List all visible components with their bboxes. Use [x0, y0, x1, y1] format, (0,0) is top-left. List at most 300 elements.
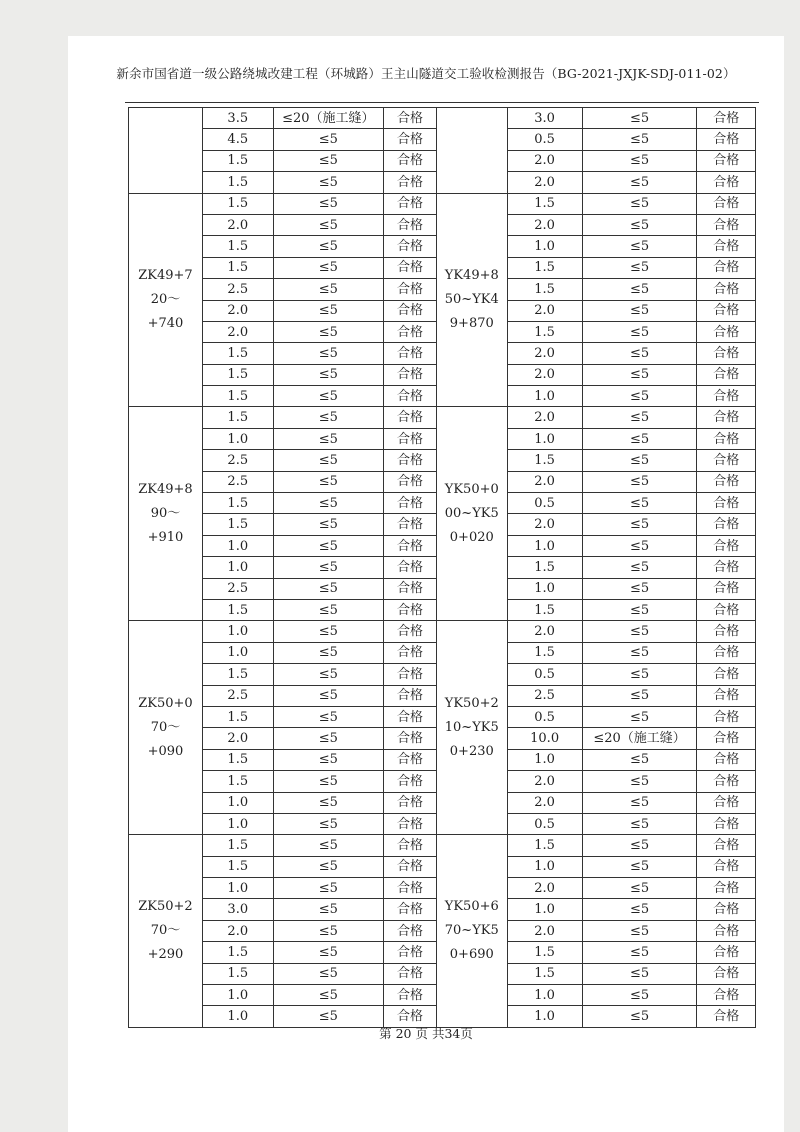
left-section-cell-line: 90～	[150, 505, 181, 521]
right-section-cell-line: 9+870	[449, 316, 494, 332]
left-spec-value: ≤5	[273, 193, 383, 214]
left-section-cell-line: ZK49+7	[138, 268, 193, 284]
right-result: 合格	[697, 493, 756, 514]
left-spec-value: ≤5	[273, 214, 383, 235]
right-measured-value: 1.5	[507, 599, 582, 620]
right-spec-value: ≤5	[582, 214, 697, 235]
left-measured-value: 1.5	[202, 193, 273, 214]
left-measured-value: 1.0	[202, 621, 273, 642]
left-measured-value: 1.5	[202, 835, 273, 856]
right-measured-value: 2.0	[507, 621, 582, 642]
right-section-cell	[436, 193, 507, 407]
right-measured-value: 1.5	[507, 835, 582, 856]
left-measured-value: 1.0	[202, 557, 273, 578]
right-spec-value: ≤5	[582, 279, 697, 300]
right-measured-value: 1.5	[507, 279, 582, 300]
left-result: 合格	[383, 813, 436, 834]
left-spec-value: ≤5	[273, 899, 383, 920]
right-spec-value: ≤5	[582, 471, 697, 492]
right-result: 合格	[697, 642, 756, 663]
right-spec-value: ≤5	[582, 386, 697, 407]
right-result: 合格	[697, 899, 756, 920]
right-spec-value: ≤5	[582, 1006, 697, 1027]
right-spec-value: ≤5	[582, 172, 697, 193]
left-measured-value: 1.5	[202, 942, 273, 963]
left-measured-value: 1.5	[202, 599, 273, 620]
left-spec-value: ≤5	[273, 856, 383, 877]
right-measured-value: 1.0	[507, 535, 582, 556]
left-result: 合格	[383, 193, 436, 214]
left-spec-value: ≤5	[273, 578, 383, 599]
right-measured-value: 2.0	[507, 150, 582, 171]
right-section-cell-line: YK50+0	[444, 481, 499, 497]
right-result: 合格	[697, 1006, 756, 1027]
left-section-cell	[129, 835, 203, 1028]
left-section-cell	[129, 108, 203, 194]
right-measured-value: 2.0	[507, 364, 582, 385]
left-measured-value: 1.5	[202, 407, 273, 428]
left-measured-value: 2.0	[202, 300, 273, 321]
left-result: 合格	[383, 878, 436, 899]
right-spec-value: ≤5	[582, 963, 697, 984]
right-result: 合格	[697, 578, 756, 599]
left-result: 合格	[383, 214, 436, 235]
right-result: 合格	[697, 535, 756, 556]
right-spec-value: ≤5	[582, 364, 697, 385]
left-spec-value: ≤5	[273, 771, 383, 792]
right-result: 合格	[697, 728, 756, 749]
right-result: 合格	[697, 813, 756, 834]
right-result: 合格	[697, 557, 756, 578]
right-measured-value: 1.0	[507, 856, 582, 877]
right-measured-value: 1.0	[507, 386, 582, 407]
right-measured-value: 1.5	[507, 193, 582, 214]
right-measured-value: 1.0	[507, 578, 582, 599]
report-page	[68, 36, 784, 1132]
right-measured-value: 2.0	[507, 172, 582, 193]
left-spec-value: ≤5	[273, 300, 383, 321]
right-result: 合格	[697, 664, 756, 685]
right-spec-value: ≤5	[582, 706, 697, 727]
left-measured-value: 2.5	[202, 450, 273, 471]
left-result: 合格	[383, 899, 436, 920]
left-spec-value: ≤5	[273, 364, 383, 385]
left-spec-value: ≤5	[273, 963, 383, 984]
left-measured-value: 1.0	[202, 1006, 273, 1027]
left-spec-value: ≤20（施工缝）	[273, 108, 383, 129]
right-spec-value: ≤5	[582, 407, 697, 428]
left-spec-value: ≤5	[273, 749, 383, 770]
right-result: 合格	[697, 599, 756, 620]
right-measured-value: 2.0	[507, 514, 582, 535]
right-measured-value: 1.5	[507, 942, 582, 963]
right-spec-value: ≤5	[582, 193, 697, 214]
left-spec-value: ≤5	[273, 599, 383, 620]
inspection-table-body	[129, 108, 756, 1028]
left-result: 合格	[383, 599, 436, 620]
left-spec-value: ≤5	[273, 428, 383, 449]
left-result: 合格	[383, 771, 436, 792]
left-section-cell-line: ZK50+0	[138, 695, 193, 711]
header-rule	[125, 102, 759, 103]
right-measured-value: 1.5	[507, 450, 582, 471]
right-result: 合格	[697, 856, 756, 877]
left-measured-value: 1.5	[202, 257, 273, 278]
left-result: 合格	[383, 172, 436, 193]
left-spec-value: ≤5	[273, 514, 383, 535]
left-spec-value: ≤5	[273, 129, 383, 150]
right-spec-value: ≤5	[582, 343, 697, 364]
right-result: 合格	[697, 963, 756, 984]
right-measured-value: 1.0	[507, 428, 582, 449]
table-row	[129, 108, 756, 129]
left-result: 合格	[383, 942, 436, 963]
left-measured-value: 1.5	[202, 364, 273, 385]
right-section-cell-line: 70~YK5	[444, 923, 499, 939]
right-spec-value: ≤5	[582, 664, 697, 685]
left-result: 合格	[383, 129, 436, 150]
left-spec-value: ≤5	[273, 236, 383, 257]
right-result: 合格	[697, 257, 756, 278]
right-measured-value: 2.0	[507, 471, 582, 492]
left-spec-value: ≤5	[273, 172, 383, 193]
right-result: 合格	[697, 386, 756, 407]
right-result: 合格	[697, 300, 756, 321]
right-section-cell	[436, 407, 507, 621]
right-measured-value: 1.0	[507, 899, 582, 920]
left-result: 合格	[383, 642, 436, 663]
right-result: 合格	[697, 279, 756, 300]
left-measured-value: 1.5	[202, 749, 273, 770]
left-measured-value: 1.0	[202, 985, 273, 1006]
left-spec-value: ≤5	[273, 150, 383, 171]
left-result: 合格	[383, 985, 436, 1006]
right-section-cell	[436, 108, 507, 194]
right-result: 合格	[697, 129, 756, 150]
right-spec-value: ≤5	[582, 835, 697, 856]
right-spec-value: ≤5	[582, 685, 697, 706]
left-result: 合格	[383, 685, 436, 706]
right-result: 合格	[697, 835, 756, 856]
left-measured-value: 1.5	[202, 386, 273, 407]
right-measured-value: 1.5	[507, 257, 582, 278]
left-measured-value: 3.0	[202, 899, 273, 920]
left-measured-value: 3.5	[202, 108, 273, 129]
right-result: 合格	[697, 236, 756, 257]
right-spec-value: ≤5	[582, 450, 697, 471]
right-section-cell	[436, 835, 507, 1028]
left-measured-value: 1.5	[202, 343, 273, 364]
left-measured-value: 1.5	[202, 514, 273, 535]
left-measured-value: 1.5	[202, 150, 273, 171]
left-result: 合格	[383, 108, 436, 129]
left-result: 合格	[383, 963, 436, 984]
right-result: 合格	[697, 150, 756, 171]
left-measured-value: 1.5	[202, 856, 273, 877]
right-result: 合格	[697, 749, 756, 770]
left-spec-value: ≤5	[273, 920, 383, 941]
right-measured-value: 1.0	[507, 236, 582, 257]
left-measured-value: 2.0	[202, 214, 273, 235]
right-spec-value: ≤5	[582, 621, 697, 642]
left-measured-value: 1.5	[202, 706, 273, 727]
right-result: 合格	[697, 685, 756, 706]
right-result: 合格	[697, 343, 756, 364]
right-spec-value: ≤5	[582, 920, 697, 941]
left-measured-value: 2.0	[202, 728, 273, 749]
left-spec-value: ≤5	[273, 386, 383, 407]
left-spec-value: ≤5	[273, 792, 383, 813]
inspection-table	[128, 107, 756, 1028]
right-measured-value: 1.0	[507, 985, 582, 1006]
right-measured-value: 2.0	[507, 792, 582, 813]
right-result: 合格	[697, 514, 756, 535]
right-result: 合格	[697, 172, 756, 193]
left-measured-value: 1.0	[202, 428, 273, 449]
right-result: 合格	[697, 450, 756, 471]
right-result: 合格	[697, 214, 756, 235]
left-measured-value: 2.5	[202, 685, 273, 706]
right-result: 合格	[697, 621, 756, 642]
left-spec-value: ≤5	[273, 279, 383, 300]
left-measured-value: 1.0	[202, 642, 273, 663]
left-measured-value: 2.0	[202, 321, 273, 342]
left-spec-value: ≤5	[273, 621, 383, 642]
right-result: 合格	[697, 706, 756, 727]
right-result: 合格	[697, 471, 756, 492]
left-measured-value: 1.0	[202, 792, 273, 813]
right-spec-value: ≤5	[582, 557, 697, 578]
left-spec-value: ≤5	[273, 835, 383, 856]
right-spec-value: ≤5	[582, 321, 697, 342]
left-result: 合格	[383, 407, 436, 428]
left-result: 合格	[383, 300, 436, 321]
right-spec-value: ≤5	[582, 899, 697, 920]
right-result: 合格	[697, 792, 756, 813]
left-spec-value: ≤5	[273, 664, 383, 685]
left-measured-value: 2.0	[202, 920, 273, 941]
left-spec-value: ≤5	[273, 471, 383, 492]
right-result: 合格	[697, 920, 756, 941]
right-measured-value: 10.0	[507, 728, 582, 749]
right-spec-value: ≤5	[582, 856, 697, 877]
left-spec-value: ≤5	[273, 343, 383, 364]
right-spec-value: ≤5	[582, 578, 697, 599]
left-measured-value: 1.5	[202, 236, 273, 257]
right-section-cell-line: YK50+6	[444, 899, 499, 915]
right-spec-value: ≤5	[582, 642, 697, 663]
right-spec-value: ≤20（施工缝）	[582, 728, 697, 749]
right-measured-value: 0.5	[507, 813, 582, 834]
left-measured-value: 1.0	[202, 535, 273, 556]
right-spec-value: ≤5	[582, 300, 697, 321]
left-result: 合格	[383, 749, 436, 770]
right-result: 合格	[697, 193, 756, 214]
left-result: 合格	[383, 257, 436, 278]
left-result: 合格	[383, 728, 436, 749]
right-spec-value: ≤5	[582, 236, 697, 257]
right-measured-value: 0.5	[507, 129, 582, 150]
right-result: 合格	[697, 428, 756, 449]
right-spec-value: ≤5	[582, 257, 697, 278]
right-section-cell-line: 0+690	[449, 947, 494, 963]
right-result: 合格	[697, 108, 756, 129]
right-section-cell-line: 50~YK4	[444, 292, 499, 308]
left-spec-value: ≤5	[273, 257, 383, 278]
right-spec-value: ≤5	[582, 942, 697, 963]
left-spec-value: ≤5	[273, 450, 383, 471]
right-result: 合格	[697, 771, 756, 792]
left-measured-value: 1.5	[202, 172, 273, 193]
left-measured-value: 1.5	[202, 493, 273, 514]
page-number: 第 20 页 共34页	[379, 1026, 473, 1041]
right-spec-value: ≤5	[582, 813, 697, 834]
left-result: 合格	[383, 386, 436, 407]
right-measured-value: 1.5	[507, 321, 582, 342]
left-measured-value: 2.5	[202, 471, 273, 492]
right-result: 合格	[697, 364, 756, 385]
left-measured-value: 2.5	[202, 578, 273, 599]
left-result: 合格	[383, 364, 436, 385]
table-row	[129, 835, 756, 856]
left-spec-value: ≤5	[273, 1006, 383, 1027]
left-result: 合格	[383, 856, 436, 877]
left-section-cell-line: +290	[147, 947, 184, 963]
right-spec-value: ≤5	[582, 771, 697, 792]
right-measured-value: 3.0	[507, 108, 582, 129]
right-measured-value: 0.5	[507, 664, 582, 685]
right-measured-value: 2.0	[507, 343, 582, 364]
right-result: 合格	[697, 878, 756, 899]
left-result: 合格	[383, 493, 436, 514]
right-section-cell-line: YK49+8	[444, 268, 499, 284]
left-measured-value: 1.5	[202, 664, 273, 685]
right-measured-value: 2.0	[507, 407, 582, 428]
left-result: 合格	[383, 514, 436, 535]
right-spec-value: ≤5	[582, 493, 697, 514]
left-measured-value: 2.5	[202, 279, 273, 300]
left-result: 合格	[383, 535, 436, 556]
left-spec-value: ≤5	[273, 942, 383, 963]
left-spec-value: ≤5	[273, 878, 383, 899]
left-spec-value: ≤5	[273, 642, 383, 663]
right-spec-value: ≤5	[582, 514, 697, 535]
left-section-cell-line: 20～	[150, 292, 181, 308]
right-result: 合格	[697, 321, 756, 342]
left-result: 合格	[383, 664, 436, 685]
left-measured-value: 4.5	[202, 129, 273, 150]
left-result: 合格	[383, 706, 436, 727]
right-section-cell-line: 0+230	[449, 743, 494, 759]
left-result: 合格	[383, 450, 436, 471]
right-section-cell-line: 0+020	[449, 529, 494, 545]
right-section-cell	[436, 621, 507, 835]
right-measured-value: 1.5	[507, 642, 582, 663]
left-spec-value: ≤5	[273, 813, 383, 834]
right-measured-value: 1.0	[507, 1006, 582, 1027]
left-section-cell	[129, 407, 203, 621]
right-measured-value: 0.5	[507, 706, 582, 727]
right-measured-value: 1.5	[507, 963, 582, 984]
left-section-cell-line: ZK50+2	[138, 899, 193, 915]
left-measured-value: 1.0	[202, 813, 273, 834]
left-result: 合格	[383, 471, 436, 492]
left-result: 合格	[383, 621, 436, 642]
left-section-cell-line: 70～	[150, 719, 181, 735]
left-spec-value: ≤5	[273, 557, 383, 578]
left-measured-value: 1.5	[202, 771, 273, 792]
left-spec-value: ≤5	[273, 728, 383, 749]
left-result: 合格	[383, 428, 436, 449]
left-section-cell-line: ZK49+8	[138, 481, 193, 497]
left-result: 合格	[383, 920, 436, 941]
left-spec-value: ≤5	[273, 985, 383, 1006]
right-measured-value: 2.0	[507, 771, 582, 792]
left-spec-value: ≤5	[273, 685, 383, 706]
table-row	[129, 193, 756, 214]
right-section-cell-line: 10~YK5	[444, 719, 499, 735]
right-spec-value: ≤5	[582, 150, 697, 171]
right-spec-value: ≤5	[582, 129, 697, 150]
left-spec-value: ≤5	[273, 493, 383, 514]
right-measured-value: 1.0	[507, 749, 582, 770]
right-measured-value: 1.5	[507, 557, 582, 578]
left-result: 合格	[383, 557, 436, 578]
right-measured-value: 2.0	[507, 878, 582, 899]
left-result: 合格	[383, 578, 436, 599]
right-measured-value: 2.5	[507, 685, 582, 706]
left-result: 合格	[383, 343, 436, 364]
left-result: 合格	[383, 792, 436, 813]
right-spec-value: ≤5	[582, 878, 697, 899]
right-spec-value: ≤5	[582, 428, 697, 449]
right-spec-value: ≤5	[582, 108, 697, 129]
report-header: 新余市国省道一级公路绕城改建工程（环城路）王主山隧道交工验收检测报告（BG-2021-JXJK-SDJ-011-02）	[116, 66, 736, 81]
left-spec-value: ≤5	[273, 321, 383, 342]
right-spec-value: ≤5	[582, 535, 697, 556]
right-result: 合格	[697, 407, 756, 428]
right-measured-value: 2.0	[507, 920, 582, 941]
right-spec-value: ≤5	[582, 985, 697, 1006]
left-spec-value: ≤5	[273, 535, 383, 556]
right-spec-value: ≤5	[582, 749, 697, 770]
table-row	[129, 407, 756, 428]
right-spec-value: ≤5	[582, 792, 697, 813]
left-measured-value: 1.0	[202, 878, 273, 899]
left-section-cell-line: +910	[147, 529, 184, 545]
right-section-cell-line: 00~YK5	[444, 505, 499, 521]
right-measured-value: 2.0	[507, 300, 582, 321]
left-section-cell-line: +740	[147, 316, 184, 332]
left-result: 合格	[383, 321, 436, 342]
left-spec-value: ≤5	[273, 706, 383, 727]
right-result: 合格	[697, 942, 756, 963]
right-result: 合格	[697, 985, 756, 1006]
right-measured-value: 2.0	[507, 214, 582, 235]
left-section-cell	[129, 621, 203, 835]
table-row	[129, 621, 756, 642]
right-spec-value: ≤5	[582, 599, 697, 620]
left-measured-value: 1.5	[202, 963, 273, 984]
left-section-cell-line: +090	[147, 743, 184, 759]
left-result: 合格	[383, 279, 436, 300]
left-section-cell	[129, 193, 203, 407]
left-result: 合格	[383, 1006, 436, 1027]
right-section-cell-line: YK50+2	[444, 695, 499, 711]
left-spec-value: ≤5	[273, 407, 383, 428]
left-result: 合格	[383, 150, 436, 171]
right-measured-value: 0.5	[507, 493, 582, 514]
